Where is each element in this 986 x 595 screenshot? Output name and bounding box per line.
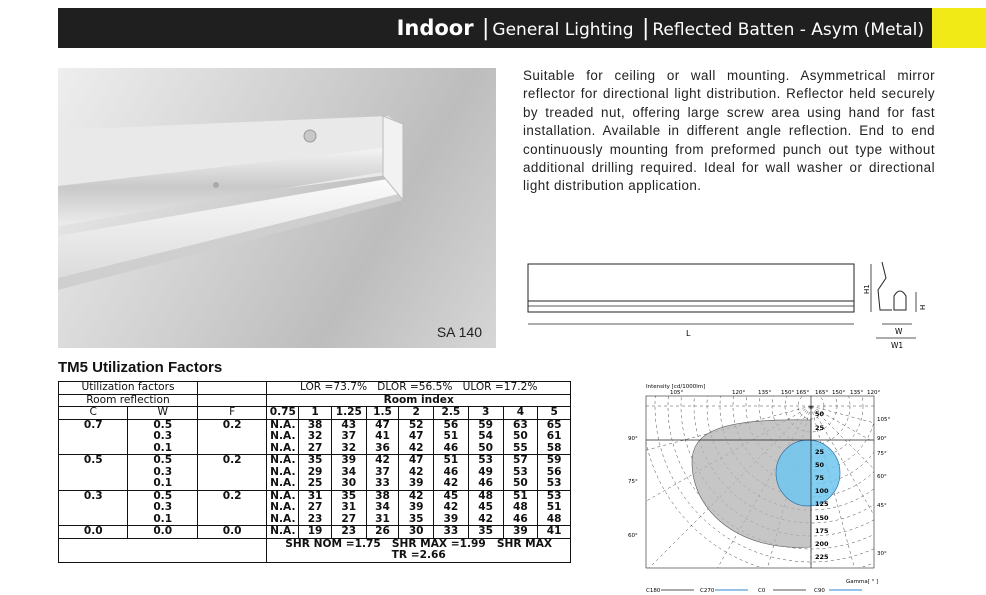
cell-value: 56 (434, 419, 469, 431)
cell-f (197, 431, 266, 443)
radial-label: 50 (815, 461, 825, 469)
cell-value: 38 (299, 419, 332, 431)
cell-value: 38 (366, 490, 399, 502)
cell-c: 0.7 (59, 419, 128, 431)
category-label: Indoor (396, 16, 474, 40)
cell-value: 42 (468, 514, 503, 526)
cell-value: 34 (331, 467, 366, 479)
cell-w: 0.1 (128, 478, 197, 490)
cell-w: 0.0 (128, 526, 197, 539)
angle-label-right: 60° (877, 474, 887, 480)
cell-value: 26 (366, 526, 399, 539)
legend-label: C180 (646, 588, 661, 594)
cell-value: 39 (434, 514, 469, 526)
angle-label-top: 165° (796, 390, 810, 396)
cell-value: 30 (399, 526, 434, 539)
shr-line: SHR NOM =1.75 SHR MAX =1.99 SHR MAX (267, 538, 571, 550)
cell-value: 49 (468, 467, 503, 479)
cell-value: N.A. (267, 478, 299, 490)
radial-label: 125 (815, 500, 829, 508)
cell-f: 0.2 (197, 455, 266, 467)
cell-value: 27 (299, 502, 332, 514)
cell-c (59, 478, 128, 490)
cell-value: 39 (503, 526, 538, 539)
cell-value: 27 (299, 443, 332, 455)
cell-f: 0.2 (197, 490, 266, 502)
cell-value: 65 (538, 419, 571, 431)
cell-f (197, 502, 266, 514)
cell-value: 33 (434, 526, 469, 539)
side-view-body (528, 264, 854, 312)
product-label: Reflected Batten - Asym (Metal) (652, 20, 924, 40)
cell-value: 42 (434, 478, 469, 490)
cell-f (197, 443, 266, 455)
radial-label: 25 (815, 424, 825, 432)
shr-blank (59, 538, 267, 562)
table-row (59, 455, 571, 467)
cell-value: N.A. (267, 443, 299, 455)
room-index-6: 3 (468, 407, 503, 420)
cell-value: 59 (468, 419, 503, 431)
subcategory-label: General Lighting (492, 20, 634, 40)
cell-value: 30 (331, 478, 366, 490)
radial-label: 175 (815, 527, 829, 535)
angle-label-top: 150° (832, 390, 846, 396)
product-description: Suitable for ceiling or wall mounting. Asymmetrical mirror reflector for directional light distribution. Reflector held securely by treaded nut, offering large screw area using hand for fast installation. Available in different angle reflection. End to end continuously mounting from preformed punch out type without additional drilling required. Ideal for wall washer or directional light distribution application. (523, 68, 935, 194)
cell-value: 37 (331, 431, 366, 443)
cell-value: 31 (331, 502, 366, 514)
h-label: H (919, 304, 927, 310)
cell-value: N.A. (267, 526, 299, 539)
room-index-8: 5 (538, 407, 571, 420)
cell-value: 35 (468, 526, 503, 539)
cell-c (59, 431, 128, 443)
cell-value: 35 (331, 490, 366, 502)
cell-value: 45 (468, 502, 503, 514)
cell-value: N.A. (267, 467, 299, 479)
cell-value: 23 (299, 514, 332, 526)
util-factors-label: Utilization factors (59, 382, 198, 395)
cell-value: 50 (503, 431, 538, 443)
cell-value: 34 (366, 502, 399, 514)
shr-row (59, 538, 571, 550)
cell-value: 53 (503, 467, 538, 479)
cell-w: 0.3 (128, 502, 197, 514)
cell-value: 55 (503, 443, 538, 455)
cell-value: 47 (366, 419, 399, 431)
polar-diagram (600, 382, 910, 595)
cell-value: N.A. (267, 502, 299, 514)
table-row (59, 478, 571, 490)
cell-value: 53 (468, 455, 503, 467)
cell-value: 35 (399, 514, 434, 526)
cell-value: N.A. (267, 419, 299, 431)
cell-f (197, 514, 266, 526)
cell-value: 19 (299, 526, 332, 539)
table-row (59, 526, 571, 539)
cell-value: 39 (399, 502, 434, 514)
cell-value: 46 (468, 478, 503, 490)
ulor-value: ULOR =17.2% (462, 381, 538, 393)
radial-label: 225 (815, 553, 829, 561)
dlor-value: DLOR =56.5% (377, 381, 453, 393)
radial-label: 150 (815, 514, 829, 522)
table-title: TM5 Utilization Factors (58, 359, 223, 376)
cell-value: 50 (503, 478, 538, 490)
angle-label-top: 135° (758, 390, 772, 396)
cell-w: 0.5 (128, 455, 197, 467)
intensity-label: Intensity [cd/1000lm] (646, 384, 706, 390)
cell-value: 57 (503, 455, 538, 467)
angle-label-left: 75° (628, 479, 638, 485)
cell-c (59, 502, 128, 514)
room-reflection-label: Room reflection (59, 394, 198, 407)
cell-c: 0.3 (59, 490, 128, 502)
angle-label-right: 105° (877, 417, 891, 423)
cell-value: 56 (538, 467, 571, 479)
cell-value: 51 (503, 490, 538, 502)
cell-value: 42 (399, 490, 434, 502)
angle-label-top: 165° (815, 390, 829, 396)
cell-c (59, 514, 128, 526)
cell-c: 0.0 (59, 526, 128, 539)
cell-value: 53 (538, 478, 571, 490)
cell-value: 42 (434, 502, 469, 514)
cell-value: 46 (434, 443, 469, 455)
cell-value: 36 (366, 443, 399, 455)
cell-value: 41 (366, 431, 399, 443)
cell-value: 42 (366, 455, 399, 467)
cell-value: 25 (299, 478, 332, 490)
cell-value: N.A. (267, 431, 299, 443)
cell-c (59, 443, 128, 455)
angle-label-top: 120° (732, 390, 746, 396)
tr-line: TR =2.66 (267, 550, 571, 562)
cell-w: 0.3 (128, 467, 197, 479)
cell-value: 51 (434, 455, 469, 467)
cell-w: 0.1 (128, 514, 197, 526)
room-index-0: 0.75 (267, 407, 299, 420)
angle-label-right: 45° (877, 503, 887, 509)
room-index-label: Room index (267, 394, 571, 407)
cell-value: 52 (399, 419, 434, 431)
room-index-2: 1.25 (331, 407, 366, 420)
cell-value: N.A. (267, 490, 299, 502)
w1-label: W1 (891, 341, 904, 350)
table-row (59, 514, 571, 526)
table-row (59, 443, 571, 455)
length-label: L (686, 329, 691, 338)
room-index-7: 4 (503, 407, 538, 420)
radial-label: 75 (815, 474, 825, 482)
cell-value: 35 (299, 455, 332, 467)
cell-w: 0.5 (128, 419, 197, 431)
radial-label: 25 (815, 448, 825, 456)
gamma-label: Gamma[ ° ] (846, 579, 879, 585)
angle-label-right: 90° (877, 436, 887, 442)
cell-value: N.A. (267, 455, 299, 467)
angle-label-top: 120° (867, 390, 881, 396)
cell-c: 0.5 (59, 455, 128, 467)
cell-value: 45 (434, 490, 469, 502)
lor-row (267, 382, 571, 395)
cell-value: 48 (503, 502, 538, 514)
h1-label: H1 (863, 284, 871, 294)
product-photo (58, 68, 496, 348)
cell-value: 29 (299, 467, 332, 479)
cell-value: 39 (399, 478, 434, 490)
profile-view (878, 262, 892, 310)
radial-label: 100 (815, 487, 829, 495)
col-f-header: F (197, 407, 266, 420)
page-title: Indoor | General Lighting | Reflected Batten - Asym (Metal) (396, 16, 924, 41)
cell-value: 42 (399, 443, 434, 455)
angle-label-left: 90° (628, 436, 638, 442)
cell-value: 51 (434, 431, 469, 443)
cell-w: 0.1 (128, 443, 197, 455)
cell-f (197, 467, 266, 479)
cell-c (59, 467, 128, 479)
cell-value: 39 (331, 455, 366, 467)
cell-value: 31 (299, 490, 332, 502)
photo-caption: SA 140 (436, 324, 482, 340)
angle-label-right: 30° (877, 551, 887, 557)
room-index-4: 2 (399, 407, 434, 420)
radial-label: 200 (815, 540, 829, 548)
cell-value: 41 (538, 526, 571, 539)
batten-image (58, 68, 496, 348)
cell-value: 51 (538, 502, 571, 514)
cell-value: 48 (468, 490, 503, 502)
lor-value: LOR =73.7% (299, 381, 368, 393)
cell-w: 0.3 (128, 431, 197, 443)
utilization-table (58, 381, 571, 563)
cell-f (197, 478, 266, 490)
cell-value: 63 (503, 419, 538, 431)
cell-value: 31 (366, 514, 399, 526)
cell-value: 47 (399, 431, 434, 443)
cell-value: 48 (538, 514, 571, 526)
cell-value: 58 (538, 443, 571, 455)
room-index-5: 2.5 (434, 407, 469, 420)
cell-value: N.A. (267, 514, 299, 526)
cell-value: 32 (331, 443, 366, 455)
cell-value: 42 (399, 467, 434, 479)
cell-f: 0.2 (197, 419, 266, 431)
col-c-header: C (59, 407, 128, 420)
angle-label-left: 60° (628, 533, 638, 539)
cell-value: 23 (331, 526, 366, 539)
w-label: W (895, 327, 903, 336)
cell-value: 47 (399, 455, 434, 467)
cell-value: 50 (468, 443, 503, 455)
cell-value: 54 (468, 431, 503, 443)
cell-value: 37 (366, 467, 399, 479)
room-index-1: 1 (299, 407, 332, 420)
cell-value: 27 (331, 514, 366, 526)
header-accent (932, 8, 986, 48)
legend-label: C90 (814, 588, 825, 594)
angle-label-top: 105° (670, 390, 684, 396)
cell-value: 32 (299, 431, 332, 443)
dimension-drawing (520, 254, 940, 354)
legend-label: C270 (700, 588, 715, 594)
radial-label: 50 (815, 410, 825, 418)
table-row (59, 502, 571, 514)
cell-value: 46 (434, 467, 469, 479)
blue-distribution-curve (776, 440, 840, 506)
cell-value: 53 (538, 490, 571, 502)
room-index-3: 1.5 (366, 407, 399, 420)
cell-value: 61 (538, 431, 571, 443)
cell-value: 33 (366, 478, 399, 490)
cell-value: 46 (503, 514, 538, 526)
col-w-header: W (128, 407, 197, 420)
cell-value: 43 (331, 419, 366, 431)
cell-f: 0.0 (197, 526, 266, 539)
cell-value: 59 (538, 455, 571, 467)
angle-label-right: 75° (877, 451, 887, 457)
angle-label-top: 135° (850, 390, 864, 396)
legend-label: C0 (758, 588, 766, 594)
angle-label-top: 150° (781, 390, 795, 396)
table-row (59, 431, 571, 443)
cell-w: 0.5 (128, 490, 197, 502)
